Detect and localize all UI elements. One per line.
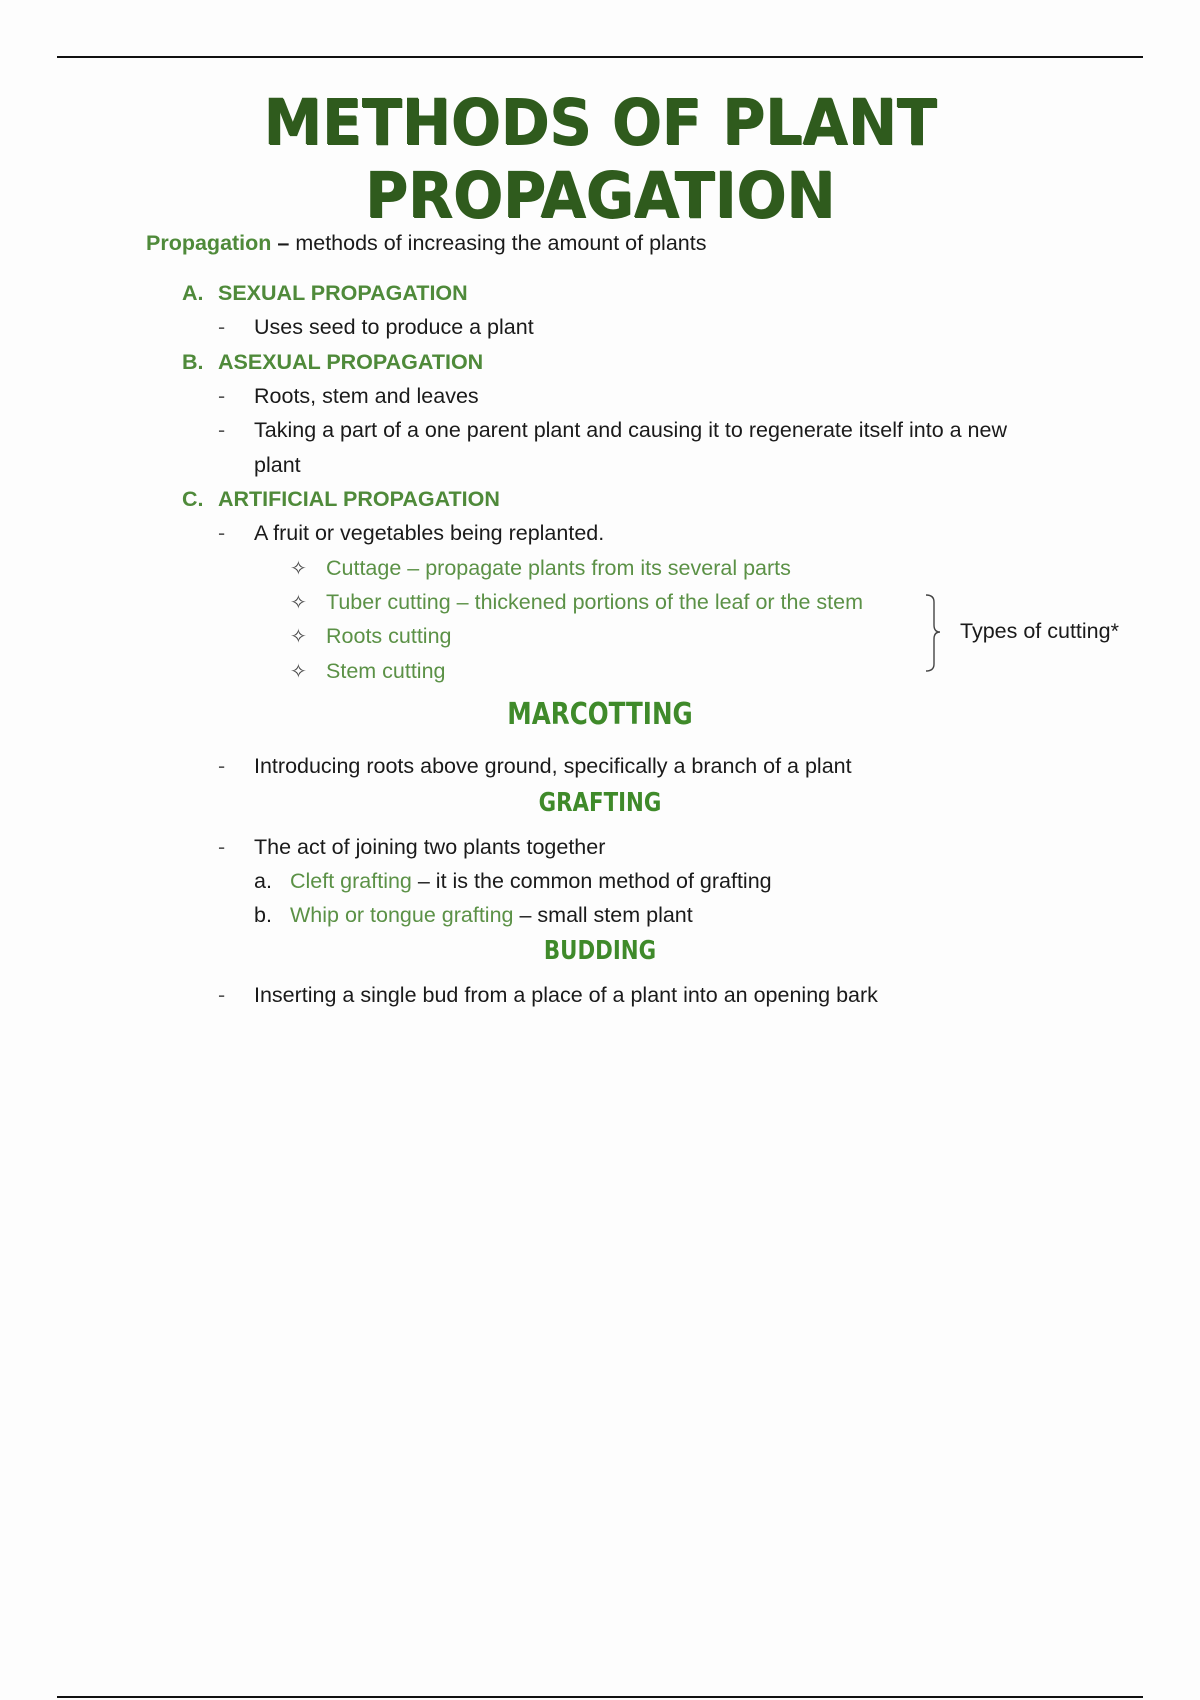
- definition-separator: –: [271, 231, 296, 255]
- section-b-heading: ASEXUAL PROPAGATION: [218, 350, 484, 374]
- section-a-heading: SEXUAL PROPAGATION: [218, 281, 468, 305]
- page-title: METHODS OF PLANT PROPAGATION: [263, 86, 937, 232]
- star-bullet-icon: ✧: [290, 592, 307, 614]
- grafting-item: [290, 901, 693, 929]
- definition-term: Propagation: [146, 231, 272, 255]
- star-bullet-icon: ✧: [290, 558, 307, 580]
- dash-icon: -: [218, 983, 226, 1007]
- section-c-marker: C.: [182, 487, 204, 511]
- grafting-item-marker: a.: [254, 869, 272, 893]
- section-b-bullet-1: Roots, stem and leaves: [254, 384, 479, 408]
- dash-icon: -: [218, 418, 226, 442]
- grafting-item: [290, 867, 772, 895]
- budding-bullet: Inserting a single bud from a place of a plant into an opening bark: [254, 983, 878, 1007]
- section-c-heading: ARTIFICIAL PROPAGATION: [218, 487, 500, 511]
- cutting-item: [290, 657, 446, 686]
- cutting-item: [290, 588, 863, 617]
- grafting-item-marker: b.: [254, 903, 272, 927]
- cutting-item-text: Stem cutting: [326, 659, 446, 683]
- cutting-item: [290, 622, 451, 651]
- right-brace-icon: [922, 592, 944, 674]
- star-bullet-icon: ✧: [290, 661, 307, 683]
- cutting-item: [290, 554, 791, 583]
- grafting-bullet: The act of joining two plants together: [254, 835, 606, 859]
- dash-icon: -: [218, 384, 226, 408]
- cutting-item-text: Tuber cutting – thickened portions of the leaf or the stem: [326, 590, 864, 614]
- grafting-item-term: Cleft grafting: [290, 869, 412, 893]
- grafting-heading: GRAFTING: [538, 788, 662, 818]
- marcotting-heading: MARCOTTING: [507, 697, 693, 732]
- grafting-item-term: Whip or tongue grafting: [290, 903, 514, 927]
- marcotting-bullet: Introducing roots above ground, specifically a branch of a plant: [254, 754, 852, 778]
- section-b-marker: B.: [182, 350, 204, 374]
- types-of-cutting-note: Types of cutting*: [960, 619, 1119, 643]
- star-bullet-icon: ✧: [290, 626, 307, 648]
- section-b-bullet-2-continued: plant: [254, 453, 301, 477]
- dash-icon: -: [218, 521, 226, 545]
- section-a-marker: A.: [182, 281, 204, 305]
- definition-line: [146, 229, 706, 257]
- budding-heading: BUDDING: [543, 936, 657, 966]
- section-b-bullet-2: Taking a part of a one parent plant and causing it to regenerate itself into a new: [254, 418, 1007, 442]
- section-c-bullet-1: A fruit or vegetables being replanted.: [254, 521, 605, 545]
- grafting-item-text: – it is the common method of grafting: [411, 869, 772, 893]
- dash-icon: -: [218, 754, 226, 778]
- cutting-item-text: Cuttage – propagate plants from its several parts: [326, 556, 791, 580]
- dash-icon: -: [218, 835, 226, 859]
- cutting-item-text: Roots cutting: [326, 624, 452, 648]
- definition-text: methods of increasing the amount of plants: [295, 231, 707, 255]
- grafting-item-text: – small stem plant: [513, 903, 693, 927]
- dash-icon: -: [218, 315, 226, 339]
- section-a-bullet-1: Uses seed to produce a plant: [254, 315, 534, 339]
- bottom-rule: [57, 1696, 1143, 1698]
